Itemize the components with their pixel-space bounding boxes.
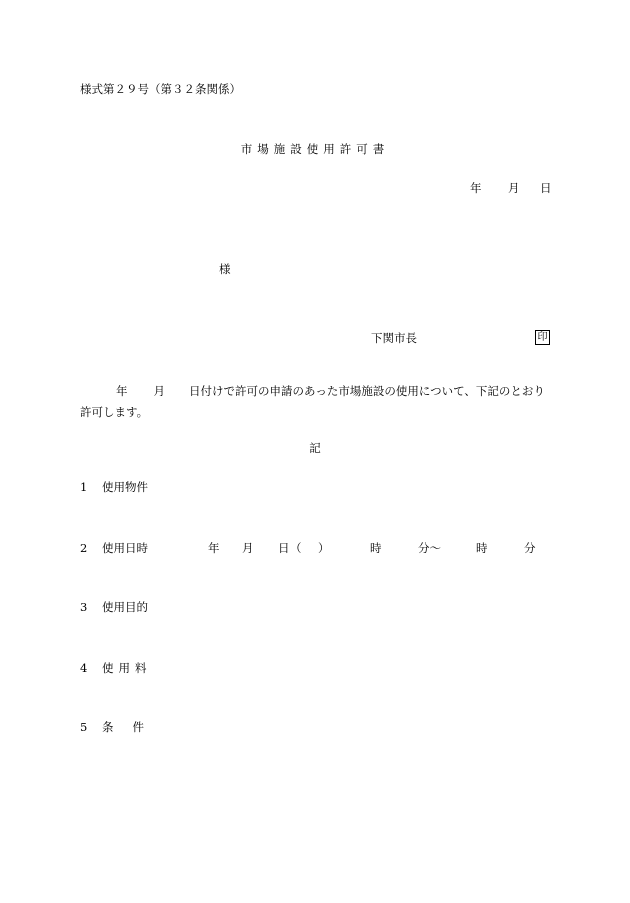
item-number: 4	[80, 661, 88, 675]
item-usage-purpose	[80, 602, 148, 614]
datetime-year: 年	[208, 541, 220, 555]
body-line-1-text: 日付けで許可の申請のあった市場施設の使用について、下記のとおり	[189, 384, 545, 398]
ki-heading: 記	[309, 441, 321, 455]
document-title: 市場施設使用許可書	[240, 142, 390, 156]
item-label: 使用目的	[102, 600, 148, 614]
datetime-month: 月	[242, 541, 254, 555]
item-label: 使用料	[102, 661, 152, 675]
addressee-suffix: 様	[219, 262, 231, 276]
form-number: 様式第２９号（第３２条関係）	[80, 82, 241, 96]
datetime-paren-open: （	[290, 541, 302, 555]
body-year: 年	[116, 384, 128, 398]
issue-date	[0, 183, 630, 197]
item-label: 使用物件	[102, 480, 148, 494]
item-conditions	[80, 722, 163, 734]
item-number: 2	[80, 541, 88, 555]
issue-date-day: 日	[540, 181, 552, 195]
item-number: 1	[80, 480, 88, 494]
item-label: 条件	[102, 720, 163, 734]
issue-date-year: 年	[470, 181, 482, 195]
datetime-day: 日	[278, 541, 290, 555]
item-number: 5	[80, 720, 88, 734]
datetime-hour-end: 時	[476, 541, 488, 555]
item-usage-property	[80, 482, 148, 494]
body-text	[80, 381, 552, 423]
issue-date-month: 月	[508, 181, 520, 195]
item-usage-datetime	[80, 543, 550, 555]
datetime-hour-start: 時	[370, 541, 382, 555]
seal-mark: 印	[535, 330, 550, 345]
body-line-1	[80, 381, 552, 402]
item-number: 3	[80, 600, 88, 614]
datetime-paren-close: ）	[318, 541, 330, 555]
item-label: 使用日時	[102, 541, 148, 555]
datetime-minute-end: 分	[524, 541, 536, 555]
issuer-name: 下関市長	[371, 331, 417, 345]
body-month: 月	[153, 384, 165, 398]
body-line-2: 許可します。	[80, 405, 149, 419]
item-usage-fee	[80, 663, 152, 675]
datetime-minute-start: 分～	[418, 541, 441, 555]
